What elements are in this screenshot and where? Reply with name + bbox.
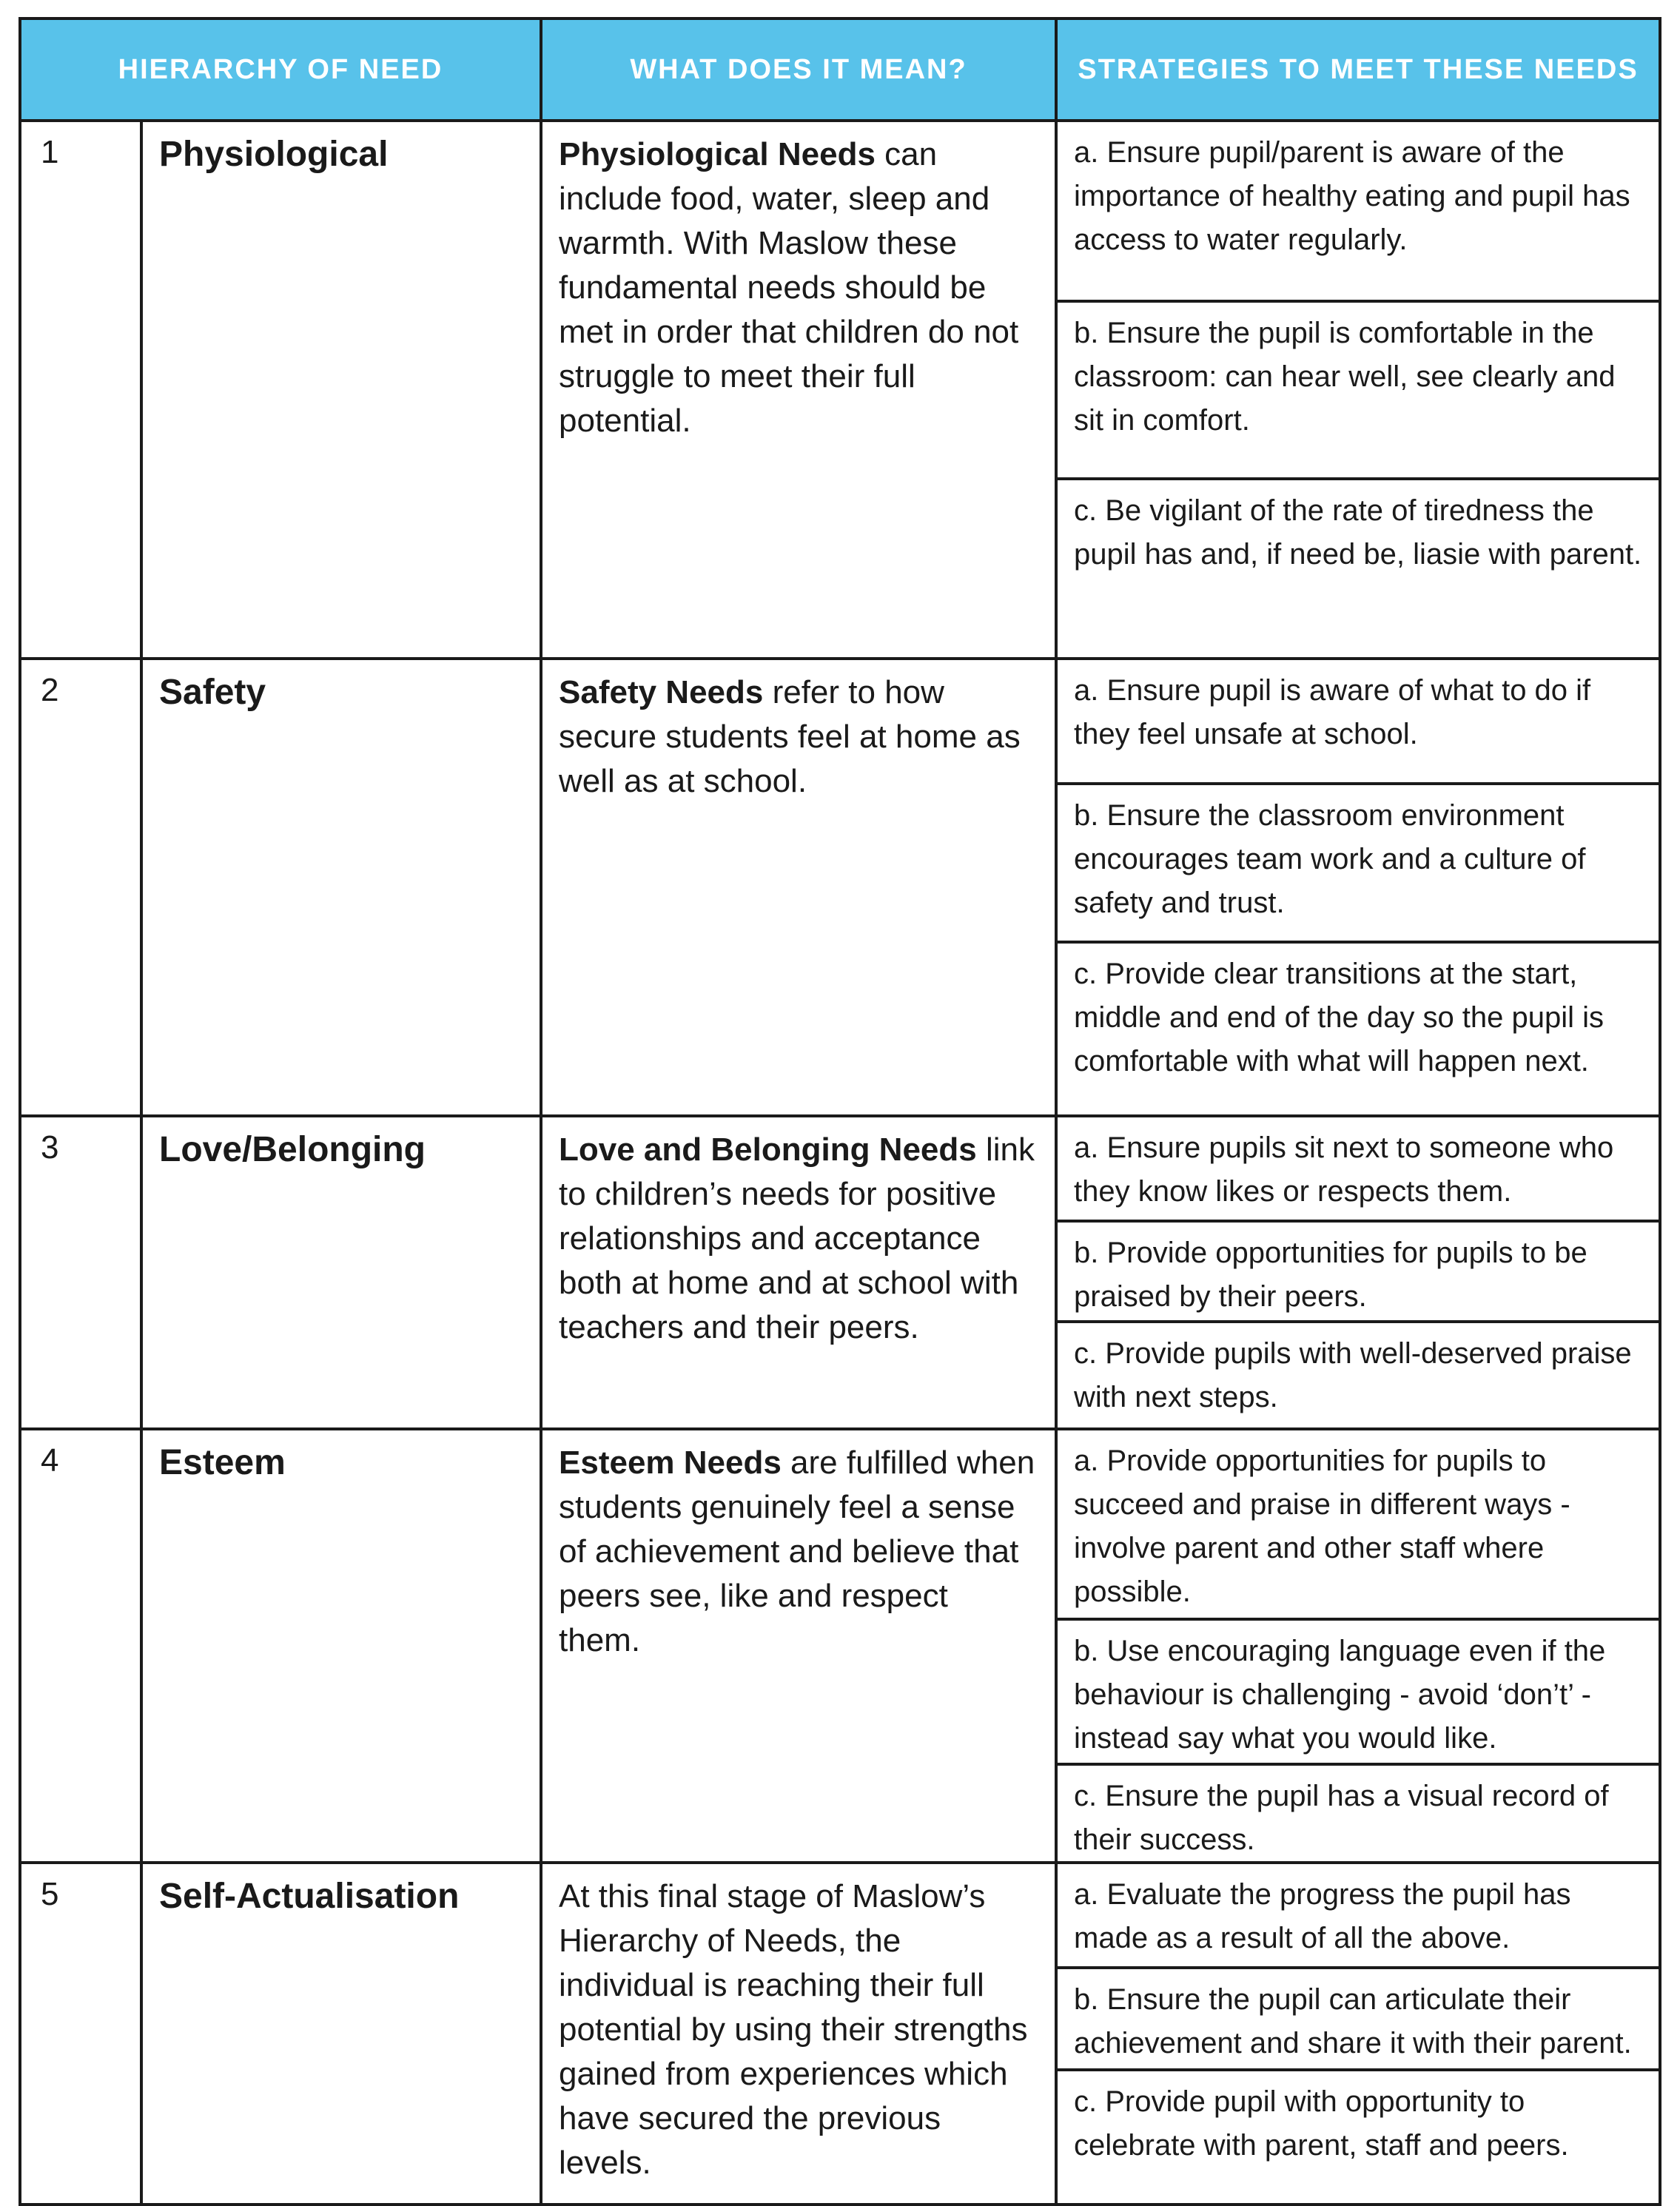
row-number: 3 <box>41 1129 59 1166</box>
need-level: Esteem <box>140 1430 540 1862</box>
meaning-bold: Love and Belonging Needs <box>559 1131 977 1168</box>
strategy-item: a. Provide opportunities for pupils to succeed and praise in different ways - involve parent and other staff where possible. <box>1074 1445 1570 1608</box>
strategy-item: c. Be vigilant of the rate of tiredness the pupil has and, if need be, liasie with parent. <box>1058 477 1659 657</box>
strategy-item: c. Ensure the pupil has a visual record of their success. <box>1058 1763 1659 1862</box>
meaning-bold: Esteem Needs <box>559 1445 782 1481</box>
need-meaning <box>540 1117 1055 1427</box>
strategy-item: c. Provide pupils with well-deserved praise with next steps. <box>1058 1320 1659 1427</box>
need-meaning <box>540 1430 1055 1862</box>
table-header <box>21 20 1659 122</box>
table-row <box>21 1117 1659 1430</box>
header-meaning: WHAT DOES IT MEAN? <box>540 20 1055 119</box>
row-number: 4 <box>41 1442 59 1479</box>
strategy-list <box>1055 1864 1659 2203</box>
strategy-item: a. Ensure pupil/parent is aware of the importance of healthy eating and pupil has access to water regularly. <box>1074 136 1630 256</box>
strategy-item: a. Ensure pupils sit next to someone who they know likes or respects them. <box>1074 1131 1614 1208</box>
need-level: Safety <box>140 660 540 1114</box>
strategy-item: b. Ensure the pupil can articulate their achievement and share it with their parent. <box>1058 1966 1659 2068</box>
meaning-bold: Safety Needs <box>559 674 764 710</box>
meaning-text: can include food, water, sleep and warmth. With Maslow these fundamental needs should be met in order that children do not struggle to meet their full potential. <box>559 136 1019 439</box>
strategy-item: a. Ensure pupil is aware of what to do if they feel unsafe at school. <box>1074 674 1591 750</box>
strategy-item: c. Provide pupil with opportunity to celebrate with parent, staff and peers. <box>1058 2068 1659 2203</box>
strategy-list <box>1055 1430 1659 1862</box>
strategy-item: c. Provide clear transitions at the start, middle and end of the day so the pupil is comfortable with what will happen next. <box>1058 941 1659 1114</box>
need-level: Love/Belonging <box>140 1117 540 1427</box>
strategy-item: b. Ensure the pupil is comfortable in the classroom: can hear well, see clearly and sit in comfort. <box>1058 300 1659 477</box>
need-meaning <box>540 122 1055 657</box>
strategy-item: b. Ensure the classroom environment encourages team work and a culture of safety and trust. <box>1058 782 1659 941</box>
table-row <box>21 1430 1659 1864</box>
meaning-text: refer to how secure students feel at home as well as at school. <box>559 674 1021 799</box>
strategy-item: a. Evaluate the progress the pupil has made as a result of all the above. <box>1074 1878 1571 1954</box>
row-number: 1 <box>41 134 59 170</box>
row-number: 5 <box>41 1876 59 1912</box>
meaning-text: link to children’s needs for positive relationships and acceptance both at home and at school with teachers and their peers. <box>559 1131 1035 1345</box>
header-strategies: STRATEGIES TO MEET THESE NEEDS <box>1055 20 1659 119</box>
need-meaning <box>540 1864 1055 2203</box>
table-row <box>21 660 1659 1117</box>
meaning-text: are fulfilled when students genuinely feel a sense of achievement and believe that peers see, like and respect them. <box>559 1445 1035 1658</box>
meaning-text: At this final stage of Maslow’s Hierarchy of Needs, the individual is reaching their full potential by using their strengths gained from experiences which have secured the previous levels. <box>559 1878 1028 2181</box>
need-level: Self-Actualisation <box>140 1864 540 2203</box>
row-number: 2 <box>41 672 59 708</box>
hierarchy-table <box>19 17 1661 2206</box>
strategy-item: b. Provide opportunities for pupils to be praised by their peers. <box>1058 1220 1659 1320</box>
strategy-list <box>1055 122 1659 657</box>
need-meaning <box>540 660 1055 1114</box>
strategy-item: b. Use encouraging language even if the behaviour is challenging - avoid ‘don’t’ - instead say what you would like. <box>1058 1618 1659 1763</box>
strategy-list <box>1055 660 1659 1114</box>
table-row <box>21 122 1659 660</box>
table-row <box>21 1864 1659 2203</box>
need-level: Physiological <box>140 122 540 657</box>
header-hierarchy: HIERARCHY OF NEED <box>118 53 443 85</box>
meaning-bold: Physiological Needs <box>559 136 876 172</box>
strategy-list <box>1055 1117 1659 1427</box>
